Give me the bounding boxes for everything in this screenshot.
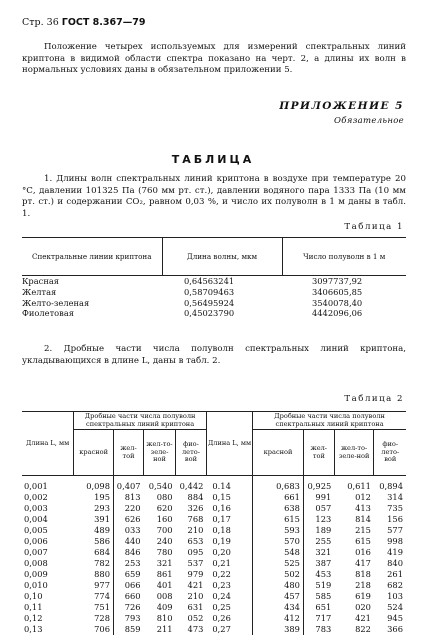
t2-fraction-cell: 840 <box>387 558 403 569</box>
t2-length-cell: 0,15 <box>206 492 252 503</box>
t2-fraction-cell: 524 <box>387 602 403 613</box>
t2-length-cell: 0,008 <box>24 558 48 569</box>
t2-fraction-cell: 210 <box>187 591 204 602</box>
page-header <box>22 17 145 28</box>
t2-fraction-cell: 0,683 <box>253 476 304 493</box>
appendix-heading <box>279 100 404 126</box>
t2-length-cell: 0,21 <box>206 558 252 569</box>
t2-fraction-cell: 417 <box>355 558 371 569</box>
t2-fraction-cell: 240 <box>156 536 173 547</box>
t2-fraction-cell: 615 <box>355 536 371 547</box>
t2-fraction-cell: 016 <box>355 547 371 558</box>
t2-length-cell: 0,25 <box>206 602 252 613</box>
t2-fraction-cell: 012 <box>355 492 371 503</box>
t1-line-name: Желто-зеленая <box>22 297 90 308</box>
t2-fraction-cell: 066 <box>124 580 141 591</box>
t2-fraction-cell: 0,407 <box>116 481 141 492</box>
t2-fraction-cell: 735 <box>387 503 403 514</box>
t2-fraction-cell: 480 <box>253 580 304 591</box>
t2-fraction-cell: 210 <box>187 525 204 536</box>
t2-fraction-cell: 0,925 <box>307 481 332 492</box>
table-row <box>22 558 406 569</box>
t2-length-cell: 0,27 <box>206 624 252 635</box>
table-1 <box>22 237 406 319</box>
t2-fraction-cell: 413 <box>355 503 371 514</box>
t2-fraction-cell: 401 <box>156 580 173 591</box>
t1-wavelength: 0,64563241 <box>184 276 235 286</box>
t2-fraction-cell: 577 <box>387 525 403 536</box>
t2-fraction-cell: 080 <box>156 492 173 503</box>
t2-length-cell: 0,004 <box>24 514 48 525</box>
t2-length-cell: 0,007 <box>24 547 48 558</box>
t2-length-cell: 0,005 <box>24 525 48 536</box>
t2-fraction-cell: 434 <box>253 602 304 613</box>
t2-fraction-cell: 810 <box>156 613 173 624</box>
appendix-title: ПРИЛОЖЕНИЕ 5 <box>279 100 404 112</box>
t2-fraction-cell: 818 <box>355 569 371 580</box>
t2-fraction-cell: 728 <box>74 613 114 624</box>
t2-length-cell: 0,17 <box>206 514 252 525</box>
t2-fraction-cell: 782 <box>74 558 114 569</box>
t2-sub-red-right: красной <box>253 430 304 476</box>
t2-length-cell: 0,12 <box>24 613 43 624</box>
t1-wavelength: 0,45023790 <box>184 308 235 319</box>
t2-fraction-cell: 537 <box>187 558 204 569</box>
t2-fraction-cell: 631 <box>187 602 204 613</box>
t2-fraction-cell: 020 <box>355 602 371 613</box>
t2-fraction-cell: 977 <box>74 580 114 591</box>
table-row <box>22 492 406 503</box>
t2-fraction-cell: 998 <box>387 536 403 547</box>
t2-length-cell: 0,26 <box>206 613 252 624</box>
t1-header-lines: Спектральные линии криптона <box>22 238 162 276</box>
table-row <box>22 624 406 635</box>
standard-number: ГОСТ 8.367—79 <box>61 17 146 28</box>
t2-length-header-right: Длина L, мм <box>206 412 252 476</box>
t2-fraction-cell: 387 <box>315 558 332 569</box>
section-title: ТАБЛИЦА <box>171 153 255 166</box>
t2-length-cell: 0,11 <box>24 602 43 613</box>
t2-fraction-cell: 095 <box>187 547 204 558</box>
t2-fraction-cell: 156 <box>387 514 403 525</box>
t2-fraction-cell: 661 <box>253 492 304 503</box>
table-row <box>22 591 406 602</box>
t2-fraction-cell: 653 <box>187 536 204 547</box>
t2-length-cell: 0,19 <box>206 536 252 547</box>
t1-header-wavelength: Длина волны, мкм <box>162 238 282 276</box>
t2-fraction-cell: 123 <box>315 514 332 525</box>
t2-fraction-cell: 057 <box>315 503 332 514</box>
table1-caption: Таблица 1 <box>344 222 404 232</box>
t2-fraction-cell: 859 <box>124 624 141 635</box>
table-row <box>22 287 406 298</box>
t2-fraction-cell: 421 <box>355 613 371 624</box>
t2-fraction-cell: 457 <box>253 591 304 602</box>
table-row <box>22 547 406 558</box>
t2-fraction-cell: 684 <box>74 547 114 558</box>
table-row <box>22 580 406 591</box>
intro-paragraph: Положение четырех используемых для измерений спектральных линий криптона в видимой области спектра показано на черт. 2, а длины их волн в нормальных условиях даны в обязательном приложении 5. <box>22 42 406 76</box>
t2-fraction-cell: 008 <box>156 591 173 602</box>
t2-fraction-cell: 659 <box>124 569 141 580</box>
t1-wavelength: 0,58709463 <box>184 286 235 297</box>
t2-fraction-cell: 846 <box>124 547 141 558</box>
t2-fraction-cell: 195 <box>74 492 114 503</box>
t2-fraction-cell: 548 <box>253 547 304 558</box>
t2-fraction-cell: 783 <box>315 624 332 635</box>
t2-fraction-cell: 321 <box>315 547 332 558</box>
table-row <box>22 514 406 525</box>
table2-caption: Таблица 2 <box>344 394 404 404</box>
t2-fraction-cell: 473 <box>187 624 204 635</box>
t1-wavelength: 0,56495924 <box>184 297 235 308</box>
t2-fraction-cell: 314 <box>387 492 403 503</box>
t2-fraction-cell: 033 <box>124 525 141 536</box>
t2-fraction-cell: 421 <box>187 580 204 591</box>
t2-length-cell: 0,009 <box>24 569 48 580</box>
t2-fraction-cell: 261 <box>387 569 403 580</box>
t2-length-cell: 0,13 <box>24 624 43 635</box>
t2-length-cell: 0,010 <box>24 580 48 591</box>
t2-fraction-cell: 326 <box>187 503 204 514</box>
t2-length-cell: 0,003 <box>24 503 48 514</box>
t2-length-cell: 0,24 <box>206 591 252 602</box>
t2-fraction-cell: 626 <box>124 514 141 525</box>
t2-fraction-cell: 780 <box>156 547 173 558</box>
t2-length-cell: 0.14 <box>206 476 252 493</box>
t2-fraction-cell: 220 <box>124 503 141 514</box>
page-number: Стр. 36 <box>22 17 59 28</box>
t2-fraction-cell: 822 <box>355 624 371 635</box>
t2-fraction-cell: 717 <box>315 613 332 624</box>
t2-length-cell: 0,22 <box>206 569 252 580</box>
t2-fraction-cell: 0,611 <box>347 481 371 492</box>
t2-length-cell: 0,10 <box>24 591 43 602</box>
t2-fraction-cell: 453 <box>315 569 332 580</box>
t2-fraction-cell: 525 <box>253 558 304 569</box>
t1-header-halfwaves: Число полуволн в 1 м <box>282 238 406 276</box>
t2-fraction-cell: 253 <box>124 558 141 569</box>
t2-fraction-cell: 0,540 <box>148 481 173 492</box>
paragraph-2: 2. Дробные части числа полуволн спектральных линий криптона, укладывающихся в длине L, даны в табл. 2. <box>22 344 406 366</box>
t2-fraction-cell: 409 <box>156 602 173 613</box>
t2-fraction-cell: 651 <box>315 602 332 613</box>
t2-fraction-cell: 880 <box>74 569 114 580</box>
t2-fraction-cell: 189 <box>315 525 332 536</box>
t2-length-cell: 0,20 <box>206 547 252 558</box>
t2-fraction-cell: 813 <box>124 492 141 503</box>
table-row <box>22 536 406 547</box>
t1-line-name: Красная <box>22 276 60 286</box>
t2-fraction-cell: 682 <box>387 580 403 591</box>
t2-fraction-cell: 391 <box>74 514 114 525</box>
t2-fraction-cell: 419 <box>387 547 403 558</box>
t2-fraction-cell: 991 <box>315 492 332 503</box>
table-row <box>22 276 406 287</box>
t2-sub-red-left: красной <box>74 430 114 476</box>
t2-fraction-cell: 218 <box>355 580 371 591</box>
table-row <box>22 503 406 514</box>
t2-fraction-cell: 700 <box>156 525 173 536</box>
t2-fraction-cell: 389 <box>253 624 304 635</box>
t2-sub-yellow-right: жел-той <box>303 430 334 476</box>
t2-group-header-right: Дробные части числа полуволн спектральных линий криптона <box>253 412 406 430</box>
table-row <box>22 298 406 309</box>
t2-sub-violet-left: фио-лето-вой <box>176 430 207 476</box>
t2-fraction-cell: 255 <box>315 536 332 547</box>
t1-halfwaves: 4442096,06 <box>312 308 363 319</box>
t2-fraction-cell: 751 <box>74 602 114 613</box>
table-row <box>22 569 406 580</box>
t2-fraction-cell: 586 <box>74 536 114 547</box>
t2-fraction-cell: 814 <box>355 514 371 525</box>
t2-fraction-cell: 768 <box>187 514 204 525</box>
t2-fraction-cell: 774 <box>74 591 114 602</box>
t2-fraction-cell: 884 <box>187 492 204 503</box>
t2-sub-yellow-left: жел-той <box>114 430 144 476</box>
table-row <box>22 308 406 319</box>
t2-fraction-cell: 793 <box>124 613 141 624</box>
t2-fraction-cell: 440 <box>124 536 141 547</box>
t2-fraction-cell: 638 <box>253 503 304 514</box>
t2-sub-yellowgreen-right: жел-то-зеле-ной <box>334 430 374 476</box>
t2-fraction-cell: 052 <box>187 613 204 624</box>
t2-sub-violet-right: фио-лето-вой <box>374 430 406 476</box>
t2-fraction-cell: 0,442 <box>179 481 204 492</box>
t2-fraction-cell: 706 <box>74 624 114 635</box>
t1-halfwaves: 3540078,40 <box>312 297 363 308</box>
t2-fraction-cell: 489 <box>74 525 114 536</box>
t2-fraction-cell: 366 <box>387 624 403 635</box>
t2-fraction-cell: 103 <box>387 591 403 602</box>
table-row <box>22 613 406 624</box>
t2-fraction-cell: 585 <box>315 591 332 602</box>
t2-fraction-cell: 620 <box>156 503 173 514</box>
t2-fraction-cell: 619 <box>355 591 371 602</box>
t2-fraction-cell: 726 <box>124 602 141 613</box>
t2-length-cell: 0,18 <box>206 525 252 536</box>
t2-fraction-cell: 293 <box>74 503 114 514</box>
table-2 <box>22 411 406 635</box>
t2-fraction-cell: 321 <box>156 558 173 569</box>
t2-fraction-cell: 593 <box>253 525 304 536</box>
t2-fraction-cell: 519 <box>315 580 332 591</box>
t2-length-cell: 0,23 <box>206 580 252 591</box>
t2-fraction-cell: 861 <box>156 569 173 580</box>
t2-length-cell: 0,16 <box>206 503 252 514</box>
t2-fraction-cell: 660 <box>124 591 141 602</box>
appendix-status: Обязательное <box>334 116 404 126</box>
t2-fraction-cell: 215 <box>355 525 371 536</box>
t2-length-cell: 0,002 <box>24 492 48 503</box>
t2-length-cell: 0,006 <box>24 536 48 547</box>
table-row <box>22 525 406 536</box>
t2-fraction-cell: 0,894 <box>379 481 403 492</box>
t2-fraction-cell: 945 <box>387 613 403 624</box>
t2-fraction-cell: 160 <box>156 514 173 525</box>
table-row <box>22 476 406 493</box>
t1-line-name: Фиолетовая <box>22 308 75 319</box>
paragraph-1: 1. Длины волн спектральных линий криптона в воздухе при температуре 20 °С, давлении 101325 Па (760 мм рт. ст.), давлении водяного пара 1333 Па (10 мм рт. ст.) и содержании CO₂, равном 0,03 %, и число их полуволн в 1 м даны в табл. 1. <box>22 174 406 219</box>
t2-fraction-cell: 211 <box>156 624 173 635</box>
t2-group-header-left: Дробные части числа полуволн спектральных линий криптона <box>74 412 207 430</box>
t2-length-header-left: Длина L, мм <box>22 412 74 476</box>
t2-fraction-cell: 412 <box>253 613 304 624</box>
t1-halfwaves: 3097737,92 <box>312 276 363 286</box>
t2-length-cell: 0,001 <box>24 481 48 492</box>
t2-sub-yellowgreen-left: жел-то-зеле-ной <box>144 430 176 476</box>
t2-fraction-cell: 570 <box>253 536 304 547</box>
table-row <box>22 602 406 613</box>
t2-fraction-cell: 502 <box>253 569 304 580</box>
t2-fraction-cell: 979 <box>187 569 204 580</box>
t1-halfwaves: 3406605,85 <box>312 286 363 297</box>
t2-fraction-cell: 615 <box>253 514 304 525</box>
t2-fraction-cell: 0,098 <box>74 476 114 493</box>
t1-line-name: Желтая <box>22 286 57 297</box>
